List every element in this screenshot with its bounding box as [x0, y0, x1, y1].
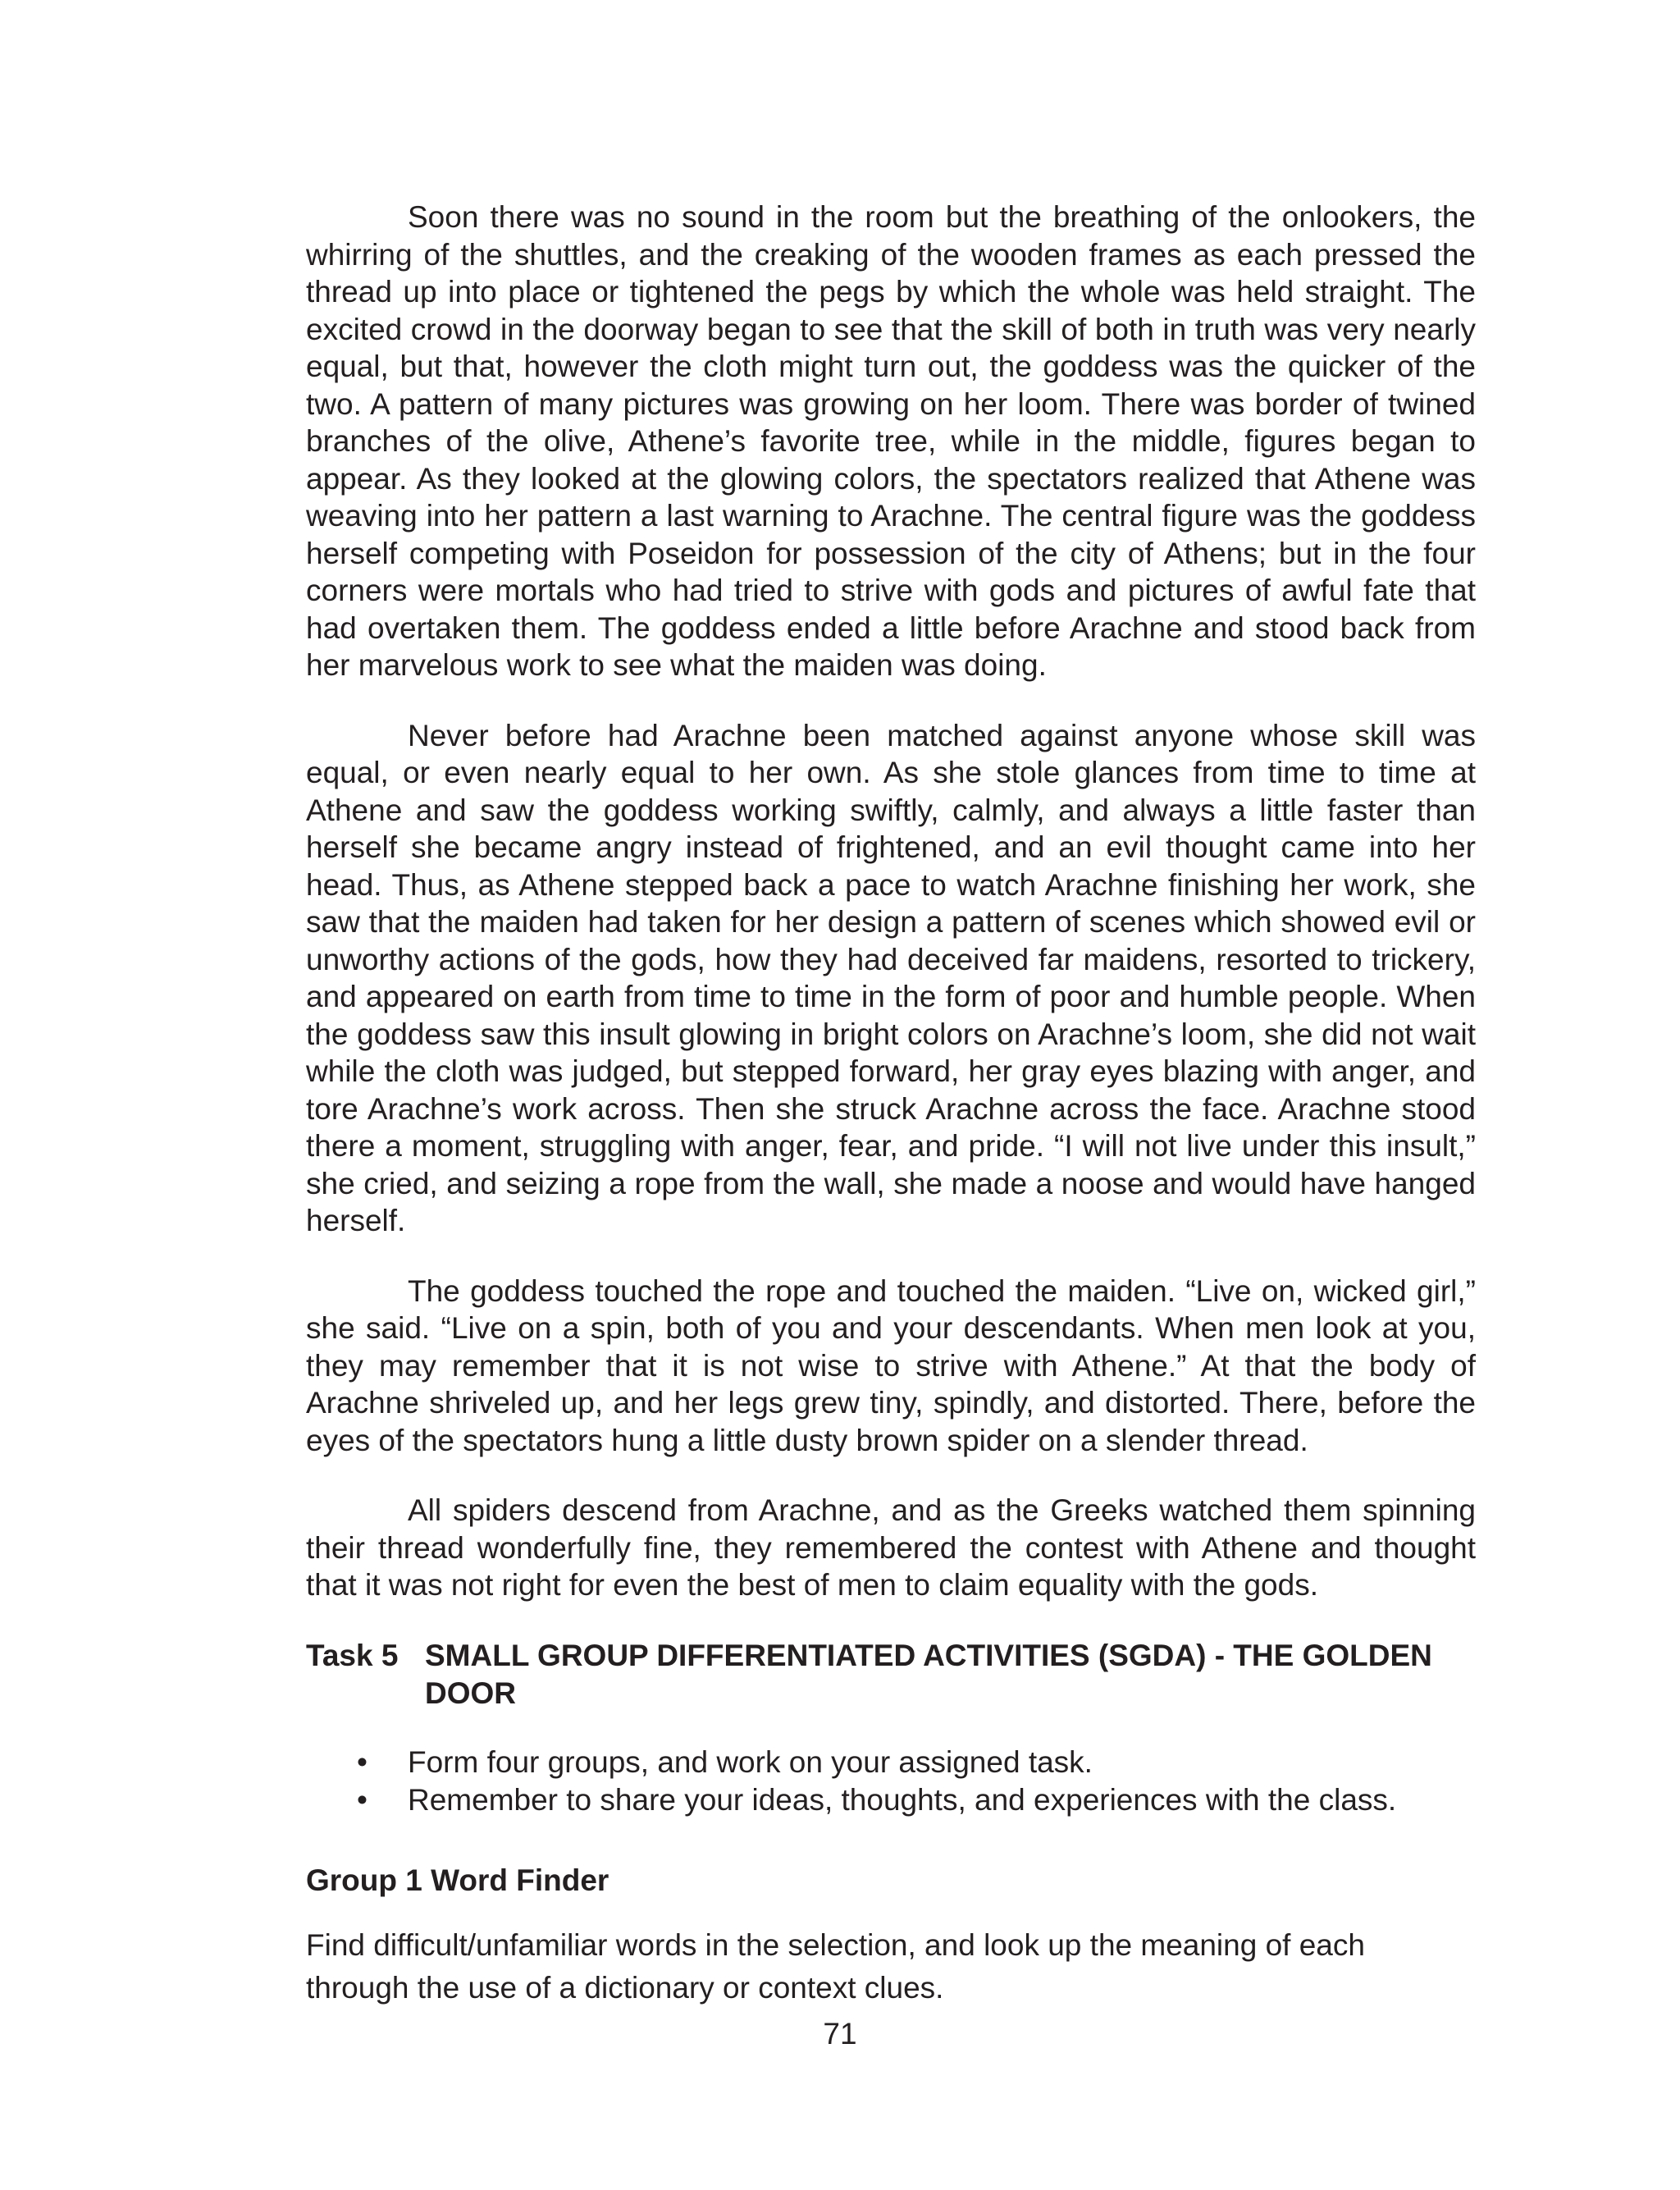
task-bullet-list	[306, 1744, 1476, 1819]
bullet-icon: •	[357, 1782, 368, 1817]
page-content	[306, 199, 1476, 2009]
story-paragraph-2: Never before had Arachne been matched against anyone whose skill was equal, or even nearly equal to her own. As she stole glances from time to time at Athene and saw the goddess working swiftly, calmly, and always a little faster than herself she became angry instead of frightened, and an evil thought came into her head. Thus, as Athene stepped back a pace to watch Arachne finishing her work, she saw that the maiden had taken for her design a pattern of scenes which showed evil or unworthy actions of the gods, how they had deceived far maidens, resorted to trickery, and appeared on earth from time to time in the form of poor and humble people. When the goddess saw this insult glowing in bright colors on Arachne’s loom, she did not wait while the cloth was judged, but stepped forward, her gray eyes blazing with anger, and tore Arachne’s work across. Then she struck Arachne across the face. Arachne stood there a moment, struggling with anger, fear, and pride. “I will not live under this insult,” she cried, and seizing a rope from the wall, she made a noose and would have hanged herself.	[306, 718, 1476, 1237]
bullet-text: Form four groups, and work on your assigned task.	[408, 1744, 1093, 1779]
list-item	[306, 1781, 1476, 1819]
list-item	[306, 1744, 1476, 1781]
bullet-text: Remember to share your ideas, thoughts, and experiences with the class.	[408, 1782, 1397, 1817]
bullet-icon: •	[357, 1744, 368, 1779]
task-heading	[306, 1637, 1476, 1712]
page-number: 71	[823, 2017, 857, 2051]
group-instruction: Find difficult/unfamiliar words in the selection, and look up the meaning of each through the use of a dictionary or context clues.	[306, 1927, 1365, 2005]
story-paragraph-1: Soon there was no sound in the room but the breathing of the onlookers, the whirring of the shuttles, and the creaking of the wooden frames as each pressed the thread up into place or tightened the pegs by which the whole was held straight. The excited crowd in the doorway began to see that the skill of both in truth was very nearly equal, but that, however the cloth might turn out, the goddess was the quicker of the two. A pattern of many pictures was growing on her loom. There was border of twined branches of the olive, Athene’s favorite tree, while in the middle, figures began to appear. As they looked at the glowing colors, the spectators realized that Athene was weaving into her pattern a last warning to Arachne. The central figure was the goddess herself competing with Poseidon for possession of the city of Athens; but in the four corners were mortals who had tried to strive with gods and pictures of awful fate that had overtaken them. The goddess ended a little before Arachne and stood back from her marvelous work to see what the maiden was doing.	[306, 200, 1476, 682]
group-heading: Group 1 Word Finder	[306, 1863, 609, 1897]
story-paragraph-3: The goddess touched the rope and touched the maiden. “Live on, wicked girl,” she said. “Live on a spin, both of you and your descendants. When men look at you, they may remember that it is not wise to strive with Athene.” At that the body of Arachne shriveled up, and her legs grew tiny, spindly, and distorted. There, before the eyes of the spectators hung a little dusty brown spider on a slender thread.	[306, 1273, 1476, 1457]
story-paragraph-4: All spiders descend from Arachne, and as the Greeks watched them spinning their thread wonderfully fine, they remembered the contest with Athene and thought that it was not right for even the best of men to claim equality with the gods.	[306, 1493, 1476, 1602]
task-number: Task 5	[306, 1638, 399, 1672]
task-title: SMALL GROUP DIFFERENTIATED ACTIVITIES (SGDA) - THE GOLDEN DOOR	[425, 1638, 1432, 1710]
